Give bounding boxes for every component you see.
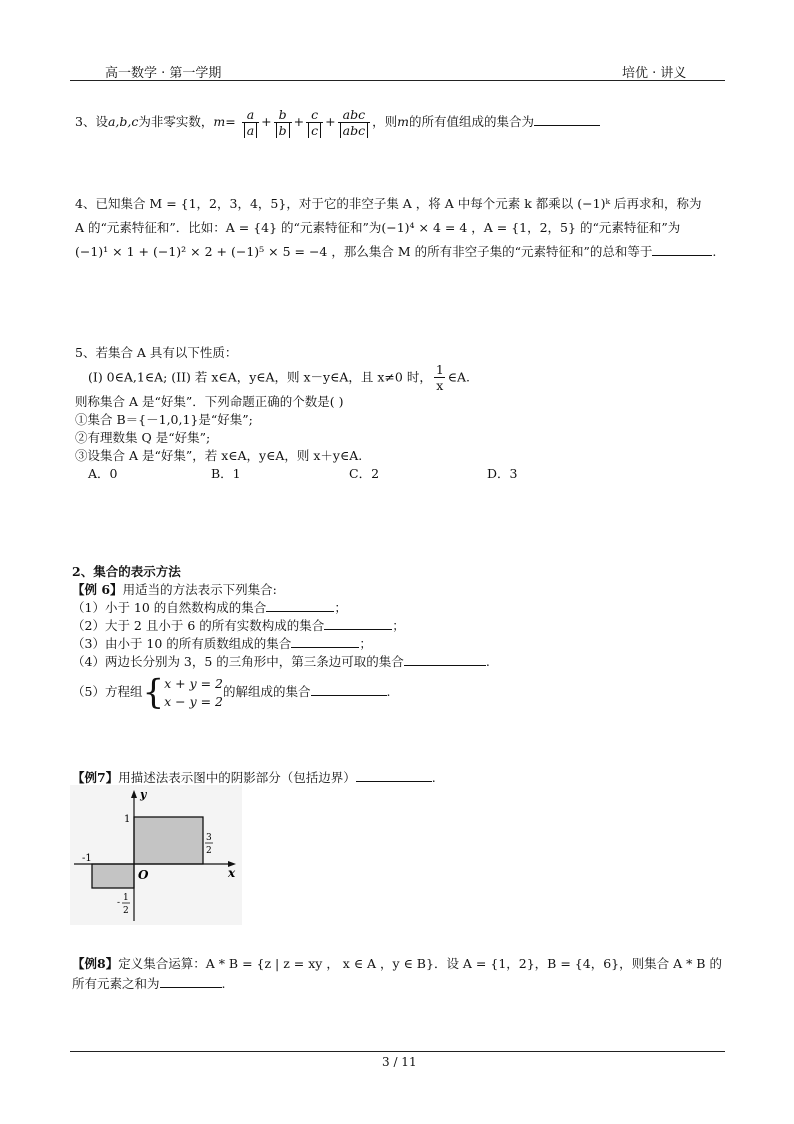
shaded-rect-lower <box>92 864 134 888</box>
ex6-item-1: （1）小于 10 的自然数构成的集合 ； <box>72 600 347 615</box>
ex6-item-4: （4）两边长分别为 3，5 的三角形中，第三条边可取的集合 . <box>72 654 490 669</box>
ex6-intro: 用适当的方法表示下列集合: <box>122 582 277 597</box>
y-axis-label: y <box>140 788 147 801</box>
ex7-tag: 【例7】 <box>72 770 119 785</box>
q5-frac: $\frac{1}{x}$ <box>435 362 444 393</box>
header-right: 培优 · 讲义 <box>622 66 687 81</box>
q5-line2 <box>88 362 470 394</box>
q5-line5: ②有理数集 Q 是“好集”; <box>75 430 211 445</box>
q3-m: m <box>397 114 409 129</box>
ex7-heading: 【例7】用描述法表示图中的阴影部分（包括边界） . <box>72 770 436 785</box>
footer-rule <box>70 1051 725 1052</box>
q3-mid: 为非零实数， <box>138 114 214 129</box>
equation-1: x + y = 2 <box>164 675 223 691</box>
q5-option-c[interactable]: C．2 <box>349 466 380 481</box>
neg-one-label: -1 <box>82 853 92 864</box>
answer-blank[interactable] <box>311 683 387 696</box>
q4-line2: A 的“元素特征和”．比如：A = {4} 的“元素特征和”为(−1)⁴ × 4 = 4 ，A = {1，2，5} 的“元素特征和”为 <box>75 220 681 235</box>
item5-prefix: （5）方程组 <box>72 684 143 699</box>
one-label: 1 <box>124 814 131 825</box>
question-3 <box>75 105 600 139</box>
answer-blank[interactable] <box>404 653 486 666</box>
answer-blank[interactable] <box>266 599 334 612</box>
ex6-item-5: （5）方程组{ x + y = 2 x − y = 2 的解组成的集合 . <box>72 672 391 713</box>
item5-suffix: 的解组成的集合 <box>223 684 311 699</box>
q3-frac-c: $\frac{c}{c}$ <box>306 107 323 139</box>
q3-frac-a: $\frac{a}{a}$ <box>242 107 259 139</box>
neg-sign: - <box>117 898 121 908</box>
q5-option-a[interactable]: A．0 <box>88 466 118 481</box>
q5-option-b[interactable]: B．1 <box>211 466 241 481</box>
answer-blank[interactable] <box>291 635 359 648</box>
x-axis-label: x <box>228 866 236 880</box>
q3-vars: a,b,c <box>107 114 139 129</box>
plus-sign: + <box>293 114 305 129</box>
q4-line1: 4、已知集合 M = {1，2，3，4，5}，对于它的非空子集 A ，将 A 中每个元素 k 都乘以 (−1)ᵏ 后再求和，称为 <box>75 196 702 211</box>
q5-option-d[interactable]: D．3 <box>487 466 518 481</box>
q4-line3-text: (−1)¹ × 1 + (−1)² × 2 + (−1)⁵ × 5 = −4 ，那么集合 M 的所有非空子集的“元素特征和”的总和等于 <box>75 244 653 259</box>
ex8-line2-text: 所有元素之和为 <box>72 976 160 991</box>
q5-line2a: (I) 0∈A,1∈A; (II) 若 x∈A，y∈A，则 x－y∈A，且 x≠0 时， <box>88 369 432 385</box>
header-left: 高一数学 · 第一学期 <box>105 66 222 81</box>
plus-sign: + <box>325 114 336 129</box>
neg-half-num: 1 <box>123 893 129 903</box>
answer-blank[interactable] <box>652 243 712 256</box>
q5-line6: ③设集合 A 是“好集”，若 x∈A，y∈A，则 x＋y∈A. <box>75 448 363 463</box>
page-number: 3 / 11 <box>382 1055 417 1069</box>
plus-sign: + <box>261 114 272 129</box>
q5-line3: 则称集合 A 是“好集”．下列命题正确的个数是( ) <box>75 394 344 409</box>
shaded-rect-upper <box>134 817 203 864</box>
ex8-line2: 所有元素之和为 . <box>72 976 226 991</box>
ex6-item-2: （2）大于 2 且小于 6 的所有实数构成的集合 ； <box>72 618 405 633</box>
ex8-tag: 【例8】 <box>72 956 119 971</box>
header-rule <box>70 80 725 81</box>
answer-blank[interactable] <box>324 617 392 630</box>
q5-line4: ①集合 B＝{－1,0,1}是“好集”; <box>75 412 253 427</box>
ex6-item-3: （3）由小于 10 的所有质数组成的集合 ； <box>72 636 372 651</box>
q3-frac-b: $\frac{b}{b}$ <box>274 107 292 139</box>
q4-line3: (−1)¹ × 1 + (−1)² × 2 + (−1)⁵ × 5 = −4 ，那么集合 M 的所有非空子集的“元素特征和”的总和等于 . <box>75 244 717 259</box>
equation-2: x − y = 2 <box>164 693 223 709</box>
ex7-text: 用描述法表示图中的阴影部分（包括边界） <box>118 770 356 785</box>
q3-suffix: 的所有值组成的集合为 <box>408 114 534 129</box>
shaded-region-figure <box>70 785 242 925</box>
three-halves-den: 2 <box>206 846 212 856</box>
left-brace-icon: { <box>142 672 165 713</box>
equation-system <box>164 675 223 711</box>
q3-after: ，则 <box>372 114 398 129</box>
q5-line2b: ∈A. <box>447 369 471 385</box>
ex8-line1 <box>72 955 722 973</box>
three-halves-num: 3 <box>206 833 212 843</box>
neg-half-den: 2 <box>123 906 129 916</box>
ex6-tag: 【例 6】 <box>72 582 123 597</box>
ex6-heading <box>72 581 277 599</box>
answer-blank[interactable] <box>160 975 222 988</box>
answer-blank[interactable] <box>356 769 432 782</box>
answer-blank[interactable] <box>534 113 600 126</box>
q3-m-eq: m= <box>213 114 236 129</box>
q3-prefix: 3、设 <box>75 114 108 129</box>
q3-frac-abc: $\frac{\text{abc}}{\text{abc}}$ <box>338 107 370 139</box>
ex8-line1-text: 定义集合运算：A * B = {z | z = xy ， x ∈ A ，y ∈ B}．设 A = {1，2}，B = {4，6}，则集合 A * B 的 <box>118 956 722 971</box>
q5-line1: 5、若集合 A 具有以下性质： <box>75 345 238 360</box>
section-title: 2、集合的表示方法 <box>72 564 181 579</box>
origin-label: O <box>138 868 149 882</box>
